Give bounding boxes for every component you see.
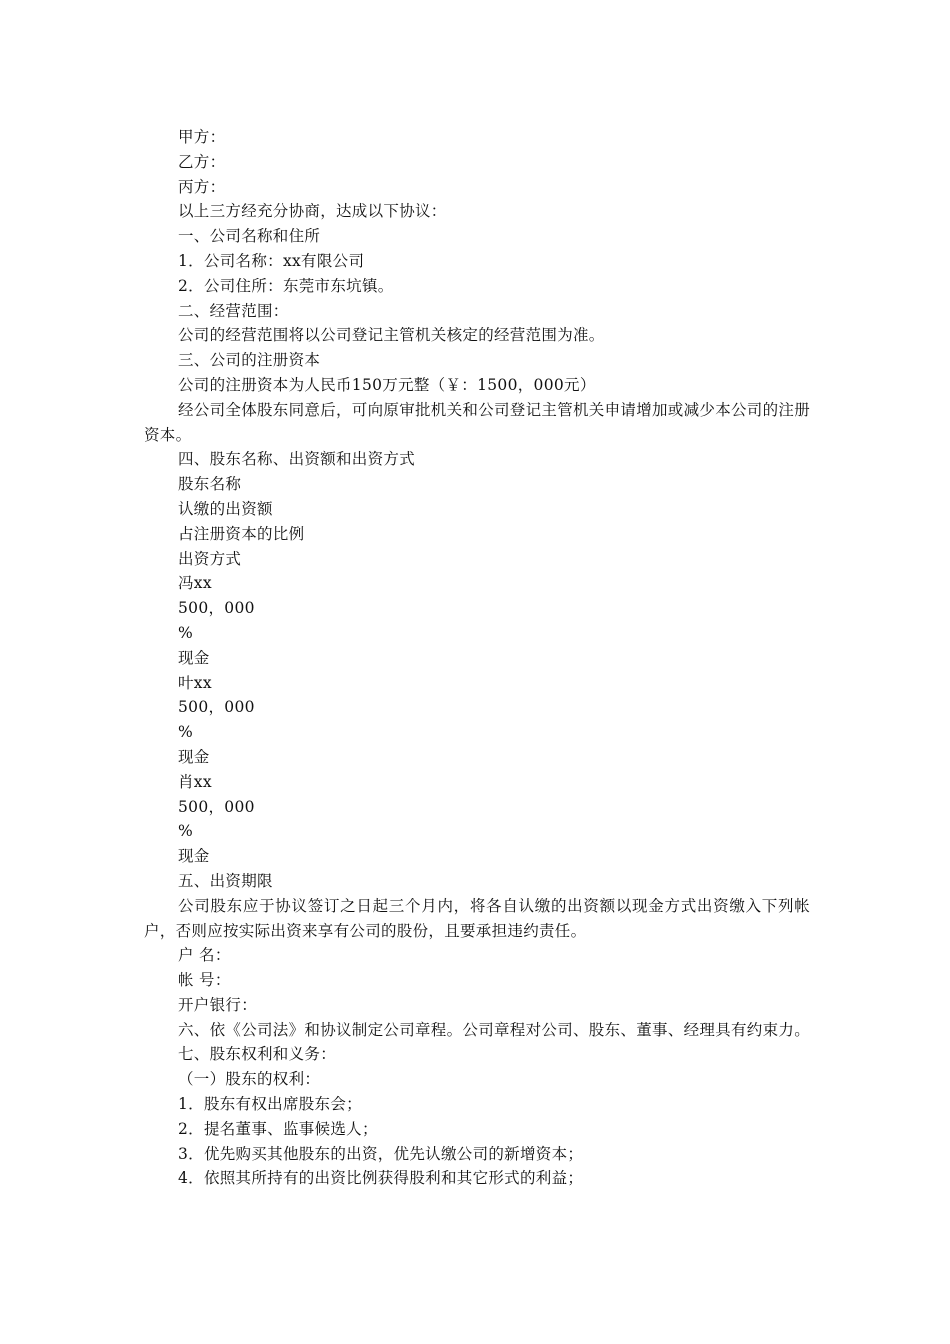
paragraph: 股东名称: [178, 475, 242, 494]
paragraph: 帐 号：: [178, 971, 231, 990]
paragraph: 500，000: [178, 599, 255, 618]
paragraph: 1．股东有权出席股东会；: [178, 1095, 362, 1114]
paragraph: 一、公司名称和住所: [178, 227, 321, 246]
paragraph: 3．优先购买其他股东的出资，优先认缴公司的新增资本；: [178, 1144, 584, 1163]
paragraph: 六、依《公司法》和协议制定公司章程。公司章程对公司、股东、董事、经理具有约束力。: [178, 1020, 811, 1039]
paragraph: 户 名：: [178, 946, 231, 965]
paragraph: 甲方：: [178, 128, 226, 146]
paragraph: 乙方：: [178, 152, 226, 171]
paragraph: 丙方：: [178, 177, 226, 196]
paragraph: 4．依照其所持有的出资比例获得股利和其它形式的利益；: [178, 1169, 584, 1188]
paragraph: 1．公司名称：xx有限公司: [178, 251, 365, 270]
paragraph: 2．提名董事、监事候选人；: [178, 1119, 378, 1138]
paragraph: 五、出资期限: [178, 871, 273, 890]
paragraph: 七、股东权利和义务：: [178, 1045, 337, 1064]
paragraph: 以上三方经充分协商，达成以下协议：: [178, 202, 447, 221]
paragraph: 出资方式: [178, 549, 242, 568]
paragraph: 公司股东应于协议签订之日起三个月内，将各自认缴的出资额以现金方式出资缴入下列帐户，否则应按实际出资来享有公司的股份，且要承担违约责任。: [144, 896, 810, 940]
paragraph: %: [178, 723, 194, 742]
paragraph: %: [178, 623, 194, 642]
document-body: [0, 125, 950, 1191]
paragraph: 三、公司的注册资本: [178, 351, 321, 370]
paragraph: （一）股东的权利：: [178, 1070, 321, 1089]
paragraph: 公司的经营范围将以公司登记主管机关核定的经营范围为准。: [178, 326, 605, 345]
paragraph: 二、经营范围：: [178, 301, 289, 320]
paragraph: 500，000: [178, 797, 255, 816]
paragraph: 冯xx: [178, 574, 212, 593]
paragraph: 2．公司住所：东莞市东坑镇。: [178, 276, 394, 295]
paragraph: 认缴的出资额: [178, 499, 273, 518]
paragraph: 500，000: [178, 698, 255, 717]
paragraph: 现金: [178, 847, 210, 866]
paragraph: 叶xx: [178, 673, 212, 692]
paragraph: 现金: [178, 648, 210, 667]
paragraph: 开户银行：: [178, 995, 258, 1014]
paragraph: %: [178, 822, 194, 841]
paragraph: 现金: [178, 747, 210, 766]
paragraph: 四、股东名称、出资额和出资方式: [178, 450, 416, 469]
paragraph: 占注册资本的比例: [178, 524, 305, 543]
paragraph: 公司的注册资本为人民币150万元整（￥：1500，000元）: [178, 375, 596, 394]
paragraph: 经公司全体股东同意后，可向原审批机关和公司登记主管机关申请增加或减少本公司的注册资本。: [144, 400, 811, 444]
paragraph: 肖xx: [178, 772, 212, 791]
